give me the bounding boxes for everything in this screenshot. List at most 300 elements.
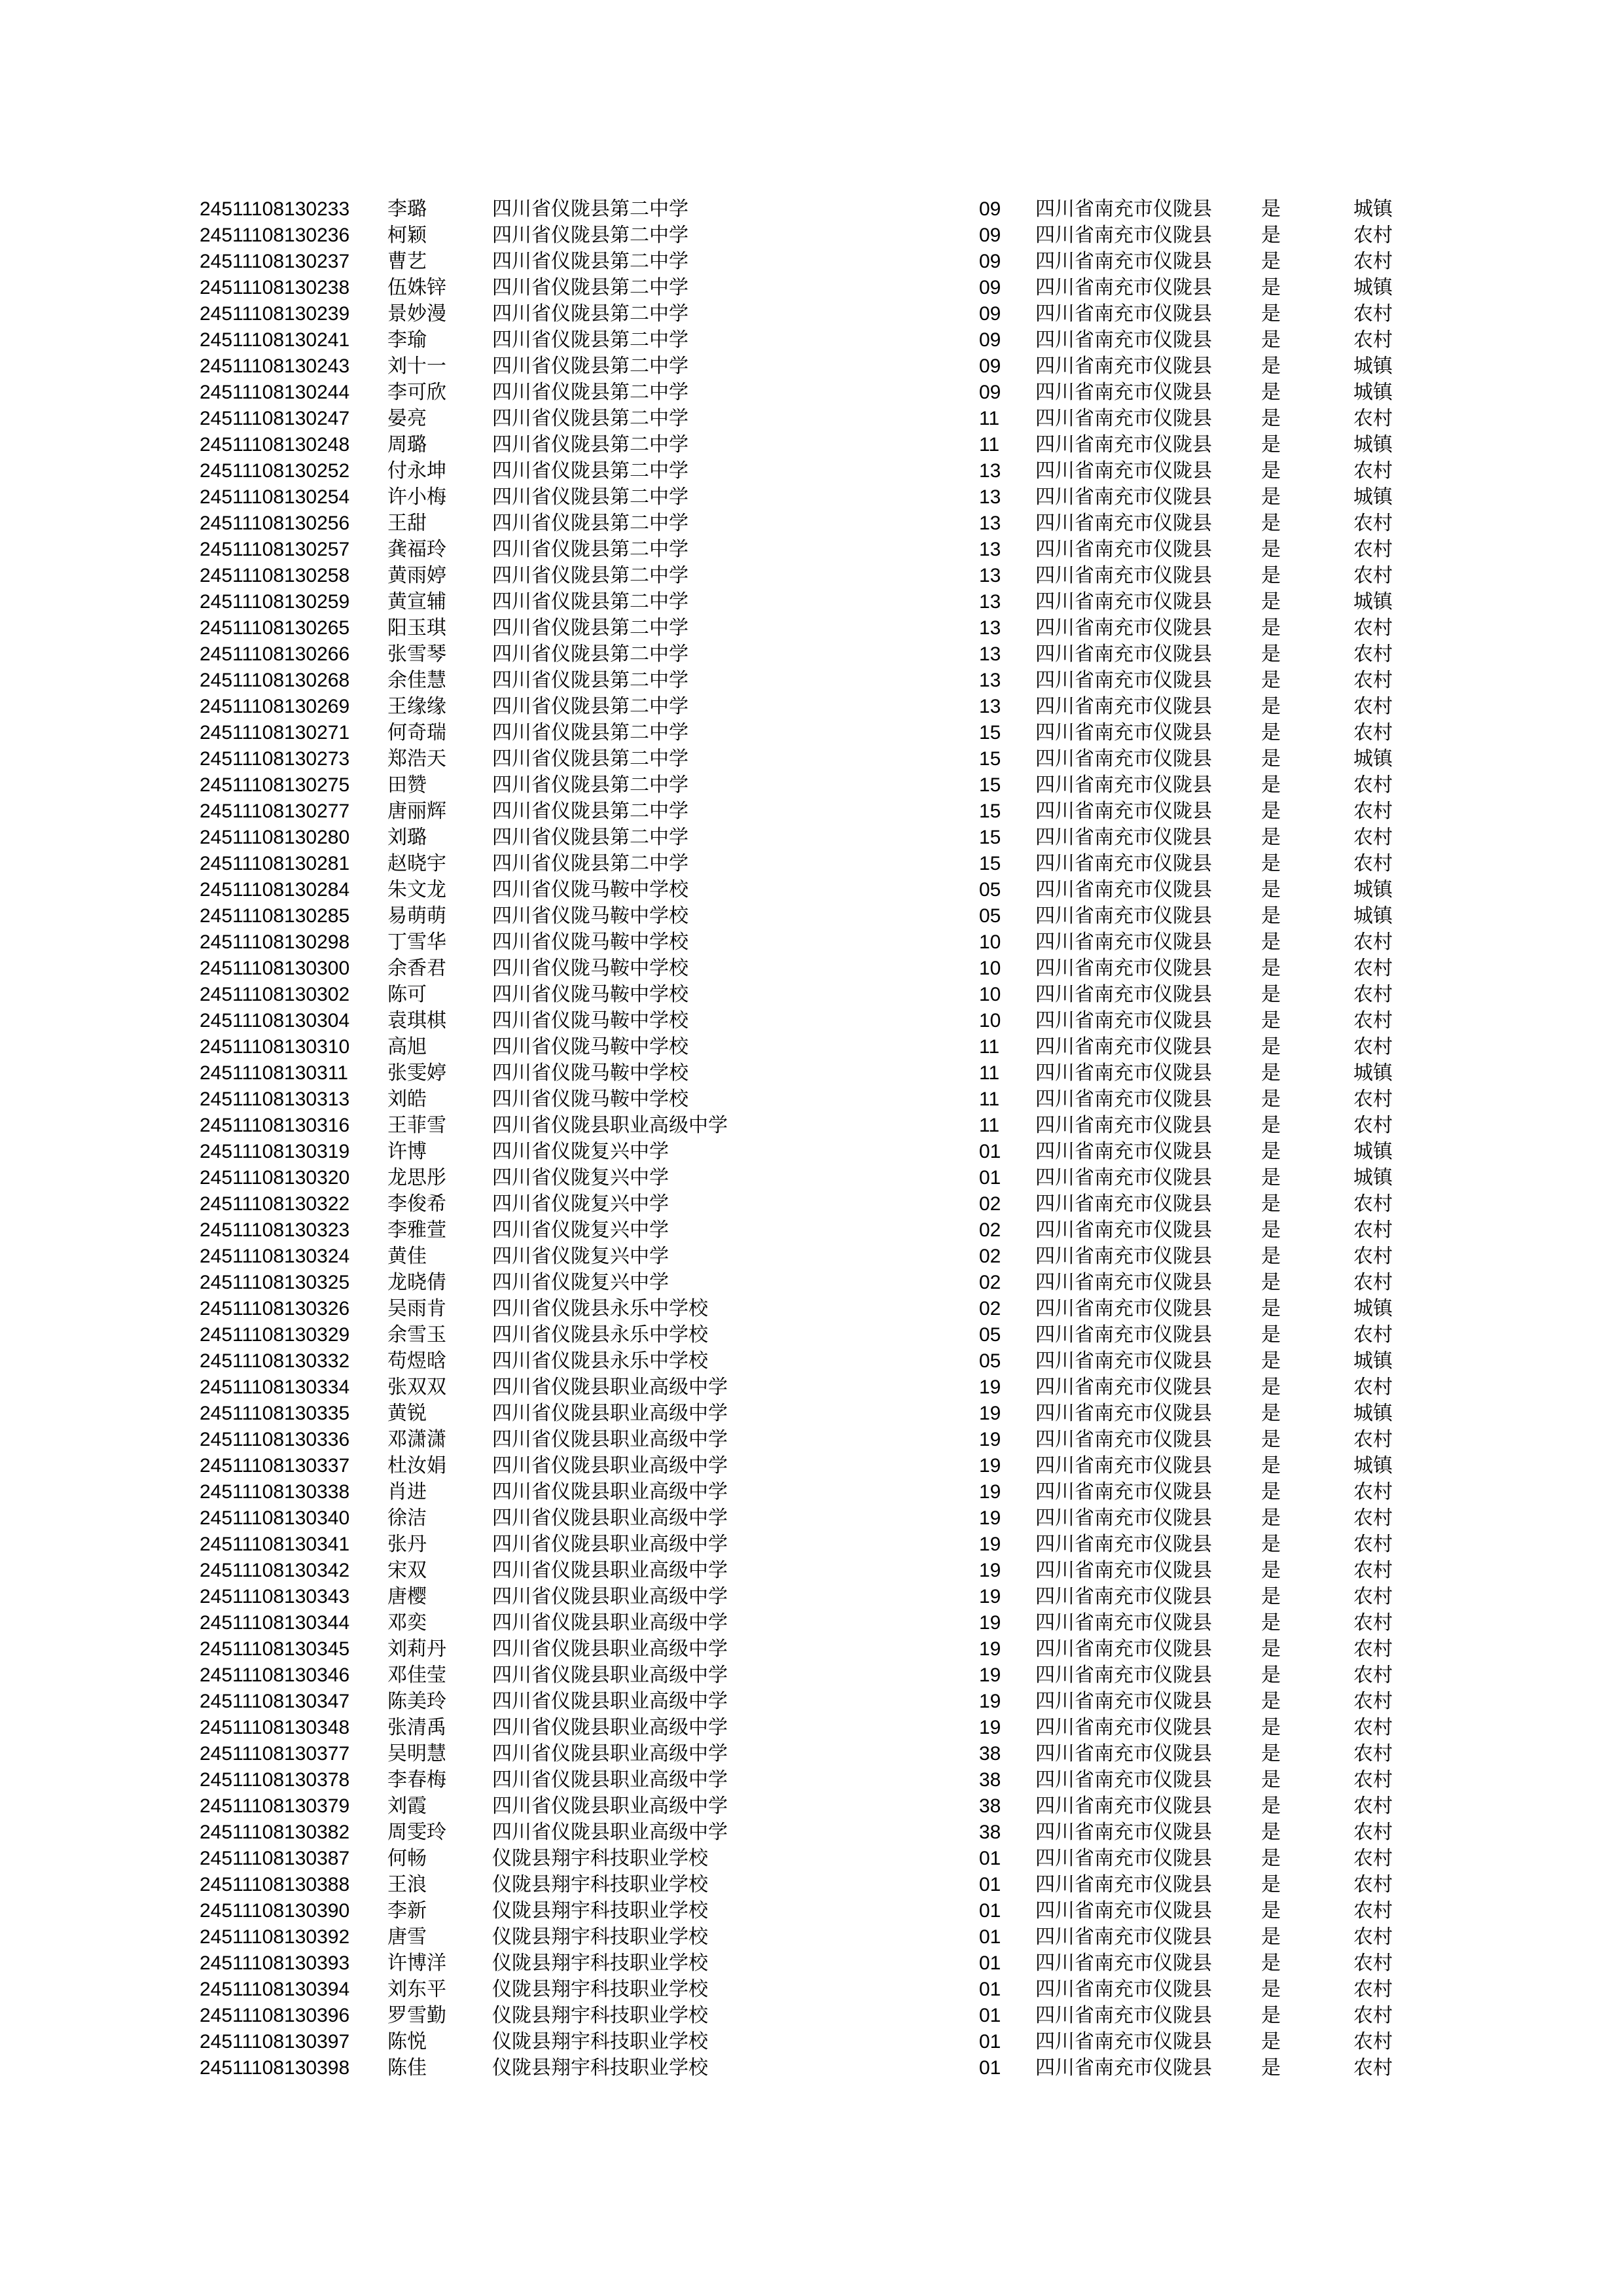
region-cell: 四川省南充市仪陇县 — [1035, 1821, 1212, 1844]
flag-cell: 是 — [1261, 669, 1281, 692]
region-cell: 四川省南充市仪陇县 — [1035, 459, 1212, 482]
class-code-cell: 01 — [979, 1874, 1001, 1895]
student-name-cell: 黄雨婷 — [387, 564, 446, 587]
region-cell: 四川省南充市仪陇县 — [1035, 1035, 1212, 1058]
student-name-cell: 龙晓倩 — [387, 1271, 446, 1294]
table-row — [0, 1296, 1623, 1322]
student-id-cell: 24511108130311 — [200, 1062, 348, 1084]
flag-cell: 是 — [1261, 721, 1281, 744]
area-type-cell: 农村 — [1353, 1271, 1393, 1294]
class-code-cell: 01 — [979, 2057, 1001, 2079]
table-row — [0, 1008, 1623, 1034]
flag-cell: 是 — [1261, 486, 1281, 509]
region-cell: 四川省南充市仪陇县 — [1035, 1847, 1212, 1870]
school-cell: 四川省仪陇县永乐中学校 — [492, 1297, 708, 1320]
student-id-cell: 24511108130258 — [200, 565, 350, 586]
student-name-cell: 田赞 — [387, 774, 427, 797]
flag-cell: 是 — [1261, 459, 1281, 482]
table-row — [0, 1113, 1623, 1139]
region-cell: 四川省南充市仪陇县 — [1035, 276, 1212, 299]
class-code-cell: 01 — [979, 2005, 1001, 2026]
class-code-cell: 19 — [979, 1717, 1001, 1738]
table-row — [0, 2055, 1623, 2081]
class-code-cell: 15 — [979, 774, 1001, 796]
student-id-cell: 24511108130239 — [200, 303, 350, 325]
area-type-cell: 城镇 — [1353, 381, 1393, 404]
table-row — [0, 1453, 1623, 1479]
area-type-cell: 农村 — [1353, 1559, 1393, 1582]
area-type-cell: 农村 — [1353, 329, 1393, 351]
student-name-cell: 李可欣 — [387, 381, 446, 404]
student-name-cell: 王缘缘 — [387, 695, 446, 718]
region-cell: 四川省南充市仪陇县 — [1035, 1271, 1212, 1294]
table-row — [0, 1060, 1623, 1086]
school-cell: 四川省仪陇马鞍中学校 — [492, 1062, 688, 1085]
student-id-cell: 24511108130252 — [200, 460, 350, 482]
class-code-cell: 09 — [979, 224, 1001, 246]
class-code-cell: 19 — [979, 1455, 1001, 1477]
table-row — [0, 1270, 1623, 1296]
student-name-cell: 李瑜 — [387, 329, 427, 351]
student-id-cell: 24511108130378 — [200, 1769, 350, 1791]
table-row — [0, 1584, 1623, 1610]
school-cell: 四川省仪陇县第二中学 — [492, 800, 688, 823]
region-cell: 四川省南充市仪陇县 — [1035, 1140, 1212, 1163]
school-cell: 四川省仪陇县第二中学 — [492, 250, 688, 273]
area-type-cell: 农村 — [1353, 2004, 1393, 2027]
region-cell: 四川省南充市仪陇县 — [1035, 302, 1212, 325]
table-row — [0, 851, 1623, 877]
student-id-cell: 24511108130334 — [200, 1376, 350, 1398]
table-row — [0, 275, 1623, 301]
table-row — [0, 615, 1623, 641]
class-code-cell: 13 — [979, 591, 1001, 613]
table-row — [0, 2029, 1623, 2055]
school-cell: 四川省仪陇县永乐中学校 — [492, 1350, 708, 1372]
region-cell: 四川省南充市仪陇县 — [1035, 826, 1212, 849]
flag-cell: 是 — [1261, 564, 1281, 587]
region-cell: 四川省南充市仪陇县 — [1035, 1611, 1212, 1634]
class-code-cell: 19 — [979, 1560, 1001, 1581]
school-cell: 四川省仪陇县职业高级中学 — [492, 1716, 728, 1739]
student-id-cell: 24511108130256 — [200, 512, 350, 534]
table-row — [0, 1139, 1623, 1165]
class-code-cell: 02 — [979, 1246, 1001, 1267]
table-row — [0, 1374, 1623, 1401]
student-name-cell: 肖进 — [387, 1480, 427, 1503]
student-id-cell: 24511108130322 — [200, 1193, 350, 1215]
area-type-cell: 农村 — [1353, 1638, 1393, 1660]
student-id-cell: 24511108130393 — [200, 1952, 350, 1974]
table-row — [0, 825, 1623, 851]
area-type-cell: 农村 — [1353, 669, 1393, 692]
student-name-cell: 张清禹 — [387, 1716, 446, 1739]
student-id-cell: 24511108130244 — [200, 382, 350, 403]
student-name-cell: 余佳慧 — [387, 669, 446, 692]
area-type-cell: 城镇 — [1353, 878, 1393, 901]
student-name-cell: 许小梅 — [387, 486, 446, 509]
flag-cell: 是 — [1261, 590, 1281, 613]
student-id-cell: 24511108130335 — [200, 1403, 350, 1424]
table-row — [0, 1820, 1623, 1846]
class-code-cell: 15 — [979, 748, 1001, 770]
student-id-cell: 24511108130348 — [200, 1717, 350, 1738]
flag-cell: 是 — [1261, 1376, 1281, 1399]
class-code-cell: 19 — [979, 1429, 1001, 1450]
student-id-cell: 24511108130241 — [200, 329, 350, 351]
student-id-cell: 24511108130304 — [200, 1010, 350, 1031]
table-row — [0, 301, 1623, 327]
area-type-cell: 城镇 — [1353, 1166, 1393, 1189]
table-row — [0, 1479, 1623, 1505]
school-cell: 四川省仪陇县职业高级中学 — [492, 1664, 728, 1687]
region-cell: 四川省南充市仪陇县 — [1035, 1690, 1212, 1713]
student-name-cell: 王菲雪 — [387, 1114, 446, 1137]
area-type-cell: 农村 — [1353, 1716, 1393, 1739]
class-code-cell: 19 — [979, 1691, 1001, 1712]
flag-cell: 是 — [1261, 1088, 1281, 1111]
student-name-cell: 刘皓 — [387, 1088, 427, 1111]
student-id-cell: 24511108130329 — [200, 1324, 350, 1346]
student-id-cell: 24511108130379 — [200, 1795, 350, 1817]
school-cell: 四川省仪陇县第二中学 — [492, 538, 688, 561]
class-code-cell: 01 — [979, 1167, 1001, 1189]
region-cell: 四川省南充市仪陇县 — [1035, 1768, 1212, 1791]
class-code-cell: 15 — [979, 853, 1001, 874]
region-cell: 四川省南充市仪陇县 — [1035, 1873, 1212, 1896]
region-cell: 四川省南充市仪陇县 — [1035, 747, 1212, 770]
table-row — [0, 1322, 1623, 1348]
student-name-cell: 张丹 — [387, 1533, 427, 1556]
flag-cell: 是 — [1261, 1821, 1281, 1844]
student-id-cell: 24511108130280 — [200, 827, 350, 848]
school-cell: 四川省仪陇县第二中学 — [492, 433, 688, 456]
student-id-cell: 24511108130281 — [200, 853, 350, 874]
table-row — [0, 1715, 1623, 1741]
school-cell: 四川省仪陇县职业高级中学 — [492, 1428, 728, 1451]
area-type-cell: 城镇 — [1353, 747, 1393, 770]
school-cell: 四川省仪陇马鞍中学校 — [492, 983, 688, 1006]
school-cell: 仪陇县翔宇科技职业学校 — [492, 1873, 708, 1896]
student-name-cell: 伍姝锌 — [387, 276, 446, 299]
student-name-cell: 景妙漫 — [387, 302, 446, 325]
table-row — [0, 1532, 1623, 1558]
flag-cell: 是 — [1261, 1611, 1281, 1634]
flag-cell: 是 — [1261, 1952, 1281, 1975]
student-name-cell: 刘十一 — [387, 355, 446, 378]
flag-cell: 是 — [1261, 1454, 1281, 1477]
school-cell: 四川省仪陇复兴中学 — [492, 1219, 669, 1242]
flag-cell: 是 — [1261, 1585, 1281, 1608]
flag-cell: 是 — [1261, 1795, 1281, 1818]
school-cell: 四川省仪陇复兴中学 — [492, 1271, 669, 1294]
region-cell: 四川省南充市仪陇县 — [1035, 800, 1212, 823]
table-row — [0, 668, 1623, 694]
student-id-cell: 24511108130338 — [200, 1481, 350, 1503]
student-name-cell: 刘霞 — [387, 1795, 427, 1818]
table-row — [0, 903, 1623, 929]
student-name-cell: 吴明慧 — [387, 1742, 446, 1765]
student-id-cell: 24511108130248 — [200, 434, 350, 456]
flag-cell: 是 — [1261, 1480, 1281, 1503]
area-type-cell: 农村 — [1353, 1533, 1393, 1556]
student-id-cell: 24511108130277 — [200, 800, 350, 822]
region-cell: 四川省南充市仪陇县 — [1035, 1166, 1212, 1189]
table-row — [0, 746, 1623, 772]
school-cell: 仪陇县翔宇科技职业学校 — [492, 1926, 708, 1948]
school-cell: 四川省仪陇马鞍中学校 — [492, 957, 688, 980]
table-row — [0, 694, 1623, 720]
flag-cell: 是 — [1261, 1193, 1281, 1215]
school-cell: 四川省仪陇县第二中学 — [492, 617, 688, 639]
student-id-cell: 24511108130238 — [200, 277, 350, 298]
flag-cell: 是 — [1261, 224, 1281, 247]
student-name-cell: 李璐 — [387, 198, 427, 221]
area-type-cell: 城镇 — [1353, 1402, 1393, 1425]
class-code-cell: 02 — [979, 1193, 1001, 1215]
table-row — [0, 1191, 1623, 1217]
flag-cell: 是 — [1261, 1690, 1281, 1713]
class-code-cell: 19 — [979, 1376, 1001, 1398]
region-cell: 四川省南充市仪陇县 — [1035, 329, 1212, 351]
school-cell: 四川省仪陇县第二中学 — [492, 721, 688, 744]
region-cell: 四川省南充市仪陇县 — [1035, 1350, 1212, 1372]
school-cell: 仪陇县翔宇科技职业学校 — [492, 2056, 708, 2079]
school-cell: 四川省仪陇马鞍中学校 — [492, 931, 688, 954]
class-code-cell: 19 — [979, 1534, 1001, 1555]
region-cell: 四川省南充市仪陇县 — [1035, 1585, 1212, 1608]
region-cell: 四川省南充市仪陇县 — [1035, 224, 1212, 247]
region-cell: 四川省南充市仪陇县 — [1035, 1376, 1212, 1399]
student-id-cell: 24511108130343 — [200, 1586, 350, 1607]
class-code-cell: 38 — [979, 1795, 1001, 1817]
class-code-cell: 09 — [979, 277, 1001, 298]
student-id-cell: 24511108130394 — [200, 1979, 350, 2000]
student-name-cell: 袁琪棋 — [387, 1009, 446, 1032]
class-code-cell: 13 — [979, 460, 1001, 482]
table-row — [0, 1217, 1623, 1244]
area-type-cell: 农村 — [1353, 1428, 1393, 1451]
student-id-cell: 24511108130313 — [200, 1088, 350, 1110]
class-code-cell: 05 — [979, 905, 1001, 927]
region-cell: 四川省南充市仪陇县 — [1035, 1664, 1212, 1687]
table-row — [0, 563, 1623, 589]
class-code-cell: 09 — [979, 329, 1001, 351]
student-id-cell: 24511108130233 — [200, 198, 350, 220]
class-code-cell: 11 — [979, 1062, 1000, 1084]
flag-cell: 是 — [1261, 852, 1281, 875]
student-id-cell: 24511108130388 — [200, 1874, 350, 1895]
flag-cell: 是 — [1261, 1219, 1281, 1242]
table-row — [0, 196, 1623, 223]
area-type-cell: 农村 — [1353, 1847, 1393, 1870]
region-cell: 四川省南充市仪陇县 — [1035, 1297, 1212, 1320]
table-row — [0, 982, 1623, 1008]
student-name-cell: 柯颖 — [387, 224, 427, 247]
class-code-cell: 11 — [979, 1115, 1000, 1136]
table-row — [0, 1793, 1623, 1820]
student-name-cell: 李俊希 — [387, 1193, 446, 1215]
area-type-cell: 城镇 — [1353, 1062, 1393, 1085]
student-name-cell: 郑浩天 — [387, 747, 446, 770]
student-id-cell: 24511108130268 — [200, 670, 350, 691]
school-cell: 四川省仪陇县第二中学 — [492, 381, 688, 404]
class-code-cell: 13 — [979, 565, 1001, 586]
school-cell: 四川省仪陇县第二中学 — [492, 669, 688, 692]
class-code-cell: 01 — [979, 1926, 1001, 1948]
region-cell: 四川省南充市仪陇县 — [1035, 1638, 1212, 1660]
class-code-cell: 19 — [979, 1586, 1001, 1607]
student-name-cell: 何畅 — [387, 1847, 427, 1870]
student-name-cell: 龙思彤 — [387, 1166, 446, 1189]
school-cell: 四川省仪陇县第二中学 — [492, 355, 688, 378]
area-type-cell: 农村 — [1353, 957, 1393, 980]
student-id-cell: 24511108130254 — [200, 486, 350, 508]
region-cell: 四川省南充市仪陇县 — [1035, 1716, 1212, 1739]
region-cell: 四川省南充市仪陇县 — [1035, 1219, 1212, 1242]
table-row — [0, 1165, 1623, 1191]
student-name-cell: 王浪 — [387, 1873, 427, 1896]
class-code-cell: 01 — [979, 2031, 1001, 2053]
table-row — [0, 1767, 1623, 1793]
class-code-cell: 11 — [979, 408, 1000, 429]
table-row — [0, 641, 1623, 668]
region-cell: 四川省南充市仪陇县 — [1035, 564, 1212, 587]
area-type-cell: 农村 — [1353, 1664, 1393, 1687]
area-type-cell: 农村 — [1353, 250, 1393, 273]
class-code-cell: 05 — [979, 1350, 1001, 1372]
class-code-cell: 13 — [979, 643, 1001, 665]
region-cell: 四川省南充市仪陇县 — [1035, 643, 1212, 666]
student-name-cell: 龚福玲 — [387, 538, 446, 561]
student-name-cell: 邓佳莹 — [387, 1664, 446, 1687]
region-cell: 四川省南充市仪陇县 — [1035, 512, 1212, 535]
class-code-cell: 13 — [979, 486, 1001, 508]
student-id-cell: 24511108130387 — [200, 1848, 350, 1869]
student-id-cell: 24511108130300 — [200, 958, 350, 979]
area-type-cell: 农村 — [1353, 1978, 1393, 2001]
area-type-cell: 农村 — [1353, 1245, 1393, 1268]
school-cell: 四川省仪陇县职业高级中学 — [492, 1480, 728, 1503]
region-cell: 四川省南充市仪陇县 — [1035, 617, 1212, 639]
student-name-cell: 李新 — [387, 1899, 427, 1922]
flag-cell: 是 — [1261, 1638, 1281, 1660]
class-code-cell: 10 — [979, 958, 1001, 979]
area-type-cell: 农村 — [1353, 1376, 1393, 1399]
table-row — [0, 1977, 1623, 2003]
flag-cell: 是 — [1261, 381, 1281, 404]
flag-cell: 是 — [1261, 1271, 1281, 1294]
flag-cell: 是 — [1261, 1716, 1281, 1739]
class-code-cell: 38 — [979, 1743, 1001, 1765]
region-cell: 四川省南充市仪陇县 — [1035, 1926, 1212, 1948]
table-row — [0, 484, 1623, 511]
class-code-cell: 02 — [979, 1272, 1001, 1293]
flag-cell: 是 — [1261, 774, 1281, 797]
flag-cell: 是 — [1261, 1742, 1281, 1765]
area-type-cell: 农村 — [1353, 983, 1393, 1006]
student-id-cell: 24511108130273 — [200, 748, 350, 770]
student-name-cell: 高旭 — [387, 1035, 427, 1058]
school-cell: 四川省仪陇县第二中学 — [492, 302, 688, 325]
school-cell: 仪陇县翔宇科技职业学校 — [492, 2004, 708, 2027]
region-cell: 四川省南充市仪陇县 — [1035, 381, 1212, 404]
flag-cell: 是 — [1261, 1009, 1281, 1032]
area-type-cell: 农村 — [1353, 224, 1393, 247]
flag-cell: 是 — [1261, 643, 1281, 666]
school-cell: 仪陇县翔宇科技职业学校 — [492, 1847, 708, 1870]
area-type-cell: 农村 — [1353, 1611, 1393, 1634]
student-id-cell: 24511108130284 — [200, 879, 350, 901]
student-name-cell: 刘东平 — [387, 1978, 446, 2001]
student-id-cell: 24511108130243 — [200, 355, 350, 377]
student-id-cell: 24511108130285 — [200, 905, 350, 927]
table-row — [0, 458, 1623, 484]
region-cell: 四川省南充市仪陇县 — [1035, 2004, 1212, 2027]
school-cell: 仪陇县翔宇科技职业学校 — [492, 1899, 708, 1922]
area-type-cell: 农村 — [1353, 1035, 1393, 1058]
flag-cell: 是 — [1261, 1035, 1281, 1058]
student-name-cell: 唐丽辉 — [387, 800, 446, 823]
table-row — [0, 956, 1623, 982]
area-type-cell: 城镇 — [1353, 1297, 1393, 1320]
student-id-cell: 24511108130346 — [200, 1664, 350, 1686]
student-name-cell: 丁雪华 — [387, 931, 446, 954]
class-code-cell: 10 — [979, 1010, 1001, 1031]
student-name-cell: 吴雨肯 — [387, 1297, 446, 1320]
flag-cell: 是 — [1261, 695, 1281, 718]
flag-cell: 是 — [1261, 957, 1281, 980]
region-cell: 四川省南充市仪陇县 — [1035, 905, 1212, 927]
region-cell: 四川省南充市仪陇县 — [1035, 1062, 1212, 1085]
school-cell: 四川省仪陇县第二中学 — [492, 590, 688, 613]
school-cell: 四川省仪陇县职业高级中学 — [492, 1742, 728, 1765]
school-cell: 四川省仪陇复兴中学 — [492, 1245, 669, 1268]
class-code-cell: 19 — [979, 1664, 1001, 1686]
flag-cell: 是 — [1261, 905, 1281, 927]
table-row — [0, 1348, 1623, 1374]
flag-cell: 是 — [1261, 1114, 1281, 1137]
table-row — [0, 1662, 1623, 1689]
region-cell: 四川省南充市仪陇县 — [1035, 1507, 1212, 1530]
class-code-cell: 13 — [979, 512, 1001, 534]
school-cell: 四川省仪陇县职业高级中学 — [492, 1821, 728, 1844]
student-name-cell: 张双双 — [387, 1376, 446, 1399]
class-code-cell: 19 — [979, 1638, 1001, 1660]
region-cell: 四川省南充市仪陇县 — [1035, 695, 1212, 718]
table-row — [0, 249, 1623, 275]
student-id-cell: 24511108130298 — [200, 931, 350, 953]
school-cell: 四川省仪陇县第二中学 — [492, 198, 688, 221]
student-id-cell: 24511108130340 — [200, 1507, 350, 1529]
area-type-cell: 农村 — [1353, 2056, 1393, 2079]
table-row — [0, 537, 1623, 563]
student-name-cell: 余香君 — [387, 957, 446, 980]
student-id-cell: 24511108130259 — [200, 591, 350, 613]
region-cell: 四川省南充市仪陇县 — [1035, 433, 1212, 456]
flag-cell: 是 — [1261, 198, 1281, 221]
student-name-cell: 邓潇潇 — [387, 1428, 446, 1451]
region-cell: 四川省南充市仪陇县 — [1035, 669, 1212, 692]
school-cell: 四川省仪陇县第二中学 — [492, 643, 688, 666]
school-cell: 四川省仪陇县职业高级中学 — [492, 1585, 728, 1608]
area-type-cell: 农村 — [1353, 564, 1393, 587]
student-name-cell: 赵晓宇 — [387, 852, 446, 875]
flag-cell: 是 — [1261, 878, 1281, 901]
region-cell: 四川省南充市仪陇县 — [1035, 486, 1212, 509]
school-cell: 四川省仪陇县第二中学 — [492, 486, 688, 509]
flag-cell: 是 — [1261, 617, 1281, 639]
